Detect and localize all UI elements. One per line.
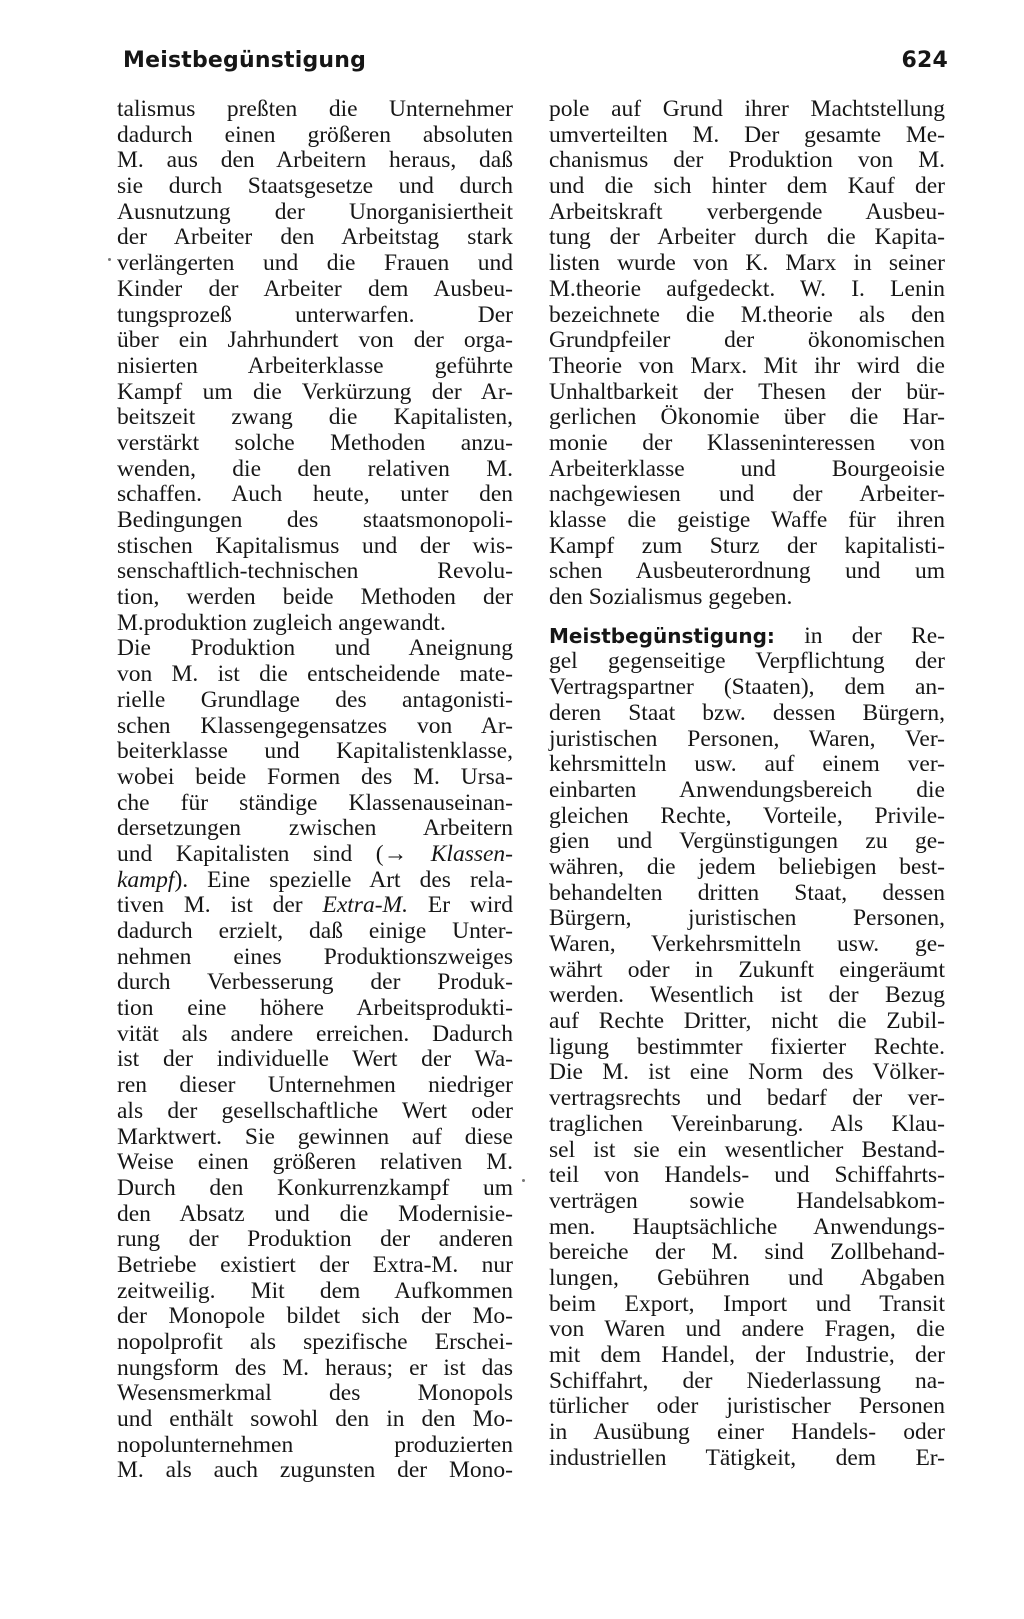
text-line: Arbeitskraft verbergende Ausbeu- bbox=[549, 198, 945, 225]
text-line: vität als andere erreichen. Dadurch bbox=[117, 1020, 513, 1047]
text-line: behandelten dritten Staat, dessen bbox=[549, 879, 945, 906]
text-line: über ein Jahrhundert von der orga- bbox=[117, 327, 513, 354]
right-text-column bbox=[549, 97, 945, 1471]
text-line: Ausnutzung der Unorganisiertheit bbox=[117, 198, 513, 225]
paragraph-continuation bbox=[549, 97, 945, 611]
text-line: dadurch erzielt, daß einige Unter- bbox=[117, 918, 513, 944]
text-line: umverteilten M. Der gesamte Me- bbox=[549, 121, 945, 148]
text-line: der Arbeiter den Arbeitstag stark bbox=[117, 224, 513, 251]
text-line: Theorie von Marx. Mit ihr wird die bbox=[549, 352, 945, 379]
text-line: der Monopole bildet sich der Mo- bbox=[117, 1303, 513, 1330]
text-line: nopolunternehmen produzierten bbox=[117, 1431, 513, 1458]
text-line: in Ausübung einer Handels- oder bbox=[549, 1419, 945, 1446]
text-line: gleichen Rechte, Vorteile, Privile- bbox=[549, 802, 945, 829]
text-line: tion eine höhere Arbeitsprodukti- bbox=[117, 995, 513, 1022]
entry-term: Meistbegünstigung: bbox=[549, 623, 775, 648]
text-line: kampf). Eine spezielle Art des rela- bbox=[117, 866, 513, 893]
entry-definition bbox=[549, 649, 945, 1471]
text-line: von M. ist die entscheidende mate- bbox=[117, 661, 513, 688]
text-line: verstärkt solche Methoden anzu- bbox=[117, 429, 513, 456]
print-speck bbox=[522, 1179, 525, 1182]
text-line: tung der Arbeiter durch die Kapita- bbox=[549, 224, 945, 251]
text-line: den Sozialismus gegeben. bbox=[549, 584, 793, 611]
text-line: ligung bestimmter fixierter Rechte. bbox=[549, 1033, 945, 1060]
text-line: den Absatz und die Modernisie- bbox=[117, 1200, 513, 1227]
text-line: Durch den Konkurrenzkampf um bbox=[117, 1174, 513, 1201]
text-line: Weise einen größeren relativen M. bbox=[117, 1149, 513, 1176]
text-line: M.produktion zugleich angewandt. bbox=[117, 609, 446, 636]
text-line: währen, die jedem beliebigen best- bbox=[549, 853, 945, 880]
entry-heading-line bbox=[549, 624, 945, 650]
text-line: tiven M. ist der Extra-M. Er wird bbox=[117, 892, 513, 919]
text-line: men. Hauptsächliche Anwendungs- bbox=[549, 1213, 945, 1240]
text-line: Bedingungen des staatsmonopoli- bbox=[117, 507, 513, 533]
text-line: gerlichen Ökonomie über die Har- bbox=[549, 404, 945, 431]
text-line: stischen Kapitalismus und der wis- bbox=[117, 532, 513, 559]
text-line: und die sich hinter dem Kauf der bbox=[549, 173, 945, 200]
text-line: bereiche der M. sind Zollbehand- bbox=[549, 1239, 945, 1266]
text-line: tungsprozeß unterwarfen. Der bbox=[117, 301, 513, 328]
text-line: Schiffahrt, der Niederlassung na- bbox=[549, 1367, 945, 1394]
text-line: als der gesellschaftliche Wert oder bbox=[117, 1097, 513, 1124]
text-line: tion, werden beide Methoden der bbox=[117, 584, 513, 611]
text-line: Kampf um die Verkürzung der Ar- bbox=[117, 378, 513, 405]
text-line: Kinder der Arbeiter dem Ausbeu- bbox=[117, 275, 513, 302]
text-line: ist der individuelle Wert der Wa- bbox=[117, 1046, 513, 1073]
text-line: beim Export, Import und Transit bbox=[549, 1290, 945, 1317]
text-line: kehrsmitteln usw. auf einem ver- bbox=[549, 751, 945, 778]
text-line: verträgen sowie Handelsabkom- bbox=[549, 1187, 945, 1214]
text-line: klasse die geistige Waffe für ihren bbox=[549, 507, 945, 533]
text-line: nehmen eines Produktionszweiges bbox=[117, 943, 513, 970]
text-line: durch Verbesserung der Produk- bbox=[117, 969, 513, 996]
text-line: Waren, Verkehrsmitteln usw. ge- bbox=[549, 931, 945, 957]
text-line: pole auf Grund ihrer Machtstellung bbox=[549, 96, 945, 122]
text-line: monie der Klasseninteressen von bbox=[549, 429, 945, 456]
text-line: rung der Produktion der anderen bbox=[117, 1226, 513, 1253]
text-line: beitszeit zwang die Kapitalisten, bbox=[117, 404, 513, 431]
text-line: industriellen Tätigkeit, dem Er- bbox=[549, 1444, 945, 1471]
text-line: deren Staat bzw. dessen Bürgern, bbox=[549, 699, 945, 726]
text-line: listen wurde von K. Marx in seiner bbox=[549, 250, 945, 277]
text-line: wobei beide Formen des M. Ursa- bbox=[117, 763, 513, 790]
text-line: juristischen Personen, Waren, Ver- bbox=[549, 725, 945, 752]
print-speck bbox=[108, 258, 111, 261]
text-line: schaffen. Auch heute, unter den bbox=[117, 481, 513, 508]
text-line: verlängerten und die Frauen und bbox=[117, 250, 513, 277]
text-line: talismus preßten die Unternehmer bbox=[117, 96, 513, 122]
text-line: Die Produktion und Aneignung bbox=[117, 635, 513, 662]
text-line: einbarten Anwendungsbereich die bbox=[549, 776, 945, 803]
text-line: werden. Wesentlich ist der Bezug bbox=[549, 982, 945, 1009]
text-line: nisierten Arbeiterklasse geführte bbox=[117, 352, 513, 379]
text-line: Grundpfeiler der ökonomischen bbox=[549, 327, 945, 354]
text-line: und enthält sowohl den in den Mo- bbox=[117, 1406, 513, 1433]
text-line: sie durch Staatsgesetze und durch bbox=[117, 173, 513, 200]
text-line: nungsform des M. heraus; er ist das bbox=[117, 1354, 513, 1381]
text-line: von Waren und andere Fragen, die bbox=[549, 1316, 945, 1343]
text-line: nopolprofit als spezifische Erschei- bbox=[117, 1329, 513, 1355]
text-line: auf Rechte Dritter, nicht die Zubil- bbox=[549, 1008, 945, 1035]
page-header bbox=[123, 48, 948, 73]
text-line: bezeichnete die M.theorie als den bbox=[549, 301, 945, 328]
text-line: dadurch einen größeren absoluten bbox=[117, 121, 513, 148]
text-line: Betriebe existiert der Extra-M. nur bbox=[117, 1251, 513, 1278]
text-line: vertragsrechts und bedarf der ver- bbox=[549, 1085, 945, 1112]
text-line: chanismus der Produktion von M. bbox=[549, 147, 945, 174]
text-line: Arbeiterklasse und Bourgeoisie bbox=[549, 455, 945, 482]
text-line: sel ist sie ein wesentlicher Bestand- bbox=[549, 1136, 945, 1163]
text-line: Marktwert. Sie gewinnen auf diese bbox=[117, 1123, 513, 1150]
text-line: zeitweilig. Mit dem Aufkommen bbox=[117, 1277, 513, 1304]
text-line: M.theorie aufgedeckt. W. I. Lenin bbox=[549, 275, 945, 302]
text-line: Unhaltbarkeit der Thesen der bür- bbox=[549, 378, 945, 405]
text-line: Kampf zum Sturz der kapitalisti- bbox=[549, 532, 945, 559]
text-line: und Kapitalisten sind (→ Klassen- bbox=[117, 840, 513, 867]
text-line: dersetzungen zwischen Arbeitern bbox=[117, 815, 513, 842]
text-line: teil von Handels- und Schiffahrts- bbox=[549, 1162, 945, 1189]
entry-first-line-text: in der Re- bbox=[774, 622, 945, 649]
text-line: beiterklasse und Kapitalistenklasse, bbox=[117, 738, 513, 765]
text-line: wenden, die den relativen M. bbox=[117, 455, 513, 482]
text-line: M. aus den Arbeitern heraus, daß bbox=[117, 147, 513, 174]
text-line: senschaftlich-technischen Revolu- bbox=[117, 558, 513, 585]
text-line: gien und Vergünstigungen zu ge- bbox=[549, 828, 945, 855]
text-line: schen Ausbeuterordnung und um bbox=[549, 558, 945, 585]
text-line: mit dem Handel, der Industrie, der bbox=[549, 1342, 945, 1368]
text-line: schen Klassengegensatzes von Ar- bbox=[117, 712, 513, 739]
text-line: Die M. ist eine Norm des Völker- bbox=[549, 1059, 945, 1086]
running-head-keyword: Meistbegünstigung bbox=[123, 48, 367, 73]
page-number: 624 bbox=[901, 48, 948, 73]
text-line: M. als auch zugunsten der Mono- bbox=[117, 1457, 513, 1484]
text-line: lungen, Gebühren und Abgaben bbox=[549, 1264, 945, 1291]
text-line: che für ständige Klassenauseinan- bbox=[117, 789, 513, 816]
text-line: ren dieser Unternehmen niedriger bbox=[117, 1072, 513, 1099]
text-line: nachgewiesen und der Arbeiter- bbox=[549, 481, 945, 508]
text-line: türlicher oder juristischer Personen bbox=[549, 1393, 945, 1420]
text-line: rielle Grundlage des antagonisti- bbox=[117, 686, 513, 713]
text-line: gel gegenseitige Verpflichtung der bbox=[549, 648, 945, 675]
text-line: Bürgern, juristischen Personen, bbox=[549, 905, 945, 932]
text-line: währt oder in Zukunft eingeräumt bbox=[549, 956, 945, 983]
left-text-column bbox=[117, 97, 513, 1484]
text-line: Wesensmerkmal des Monopols bbox=[117, 1380, 513, 1407]
text-line: traglichen Vereinbarung. Als Klau- bbox=[549, 1110, 945, 1137]
text-line: Vertragspartner (Staaten), dem an- bbox=[549, 674, 945, 701]
